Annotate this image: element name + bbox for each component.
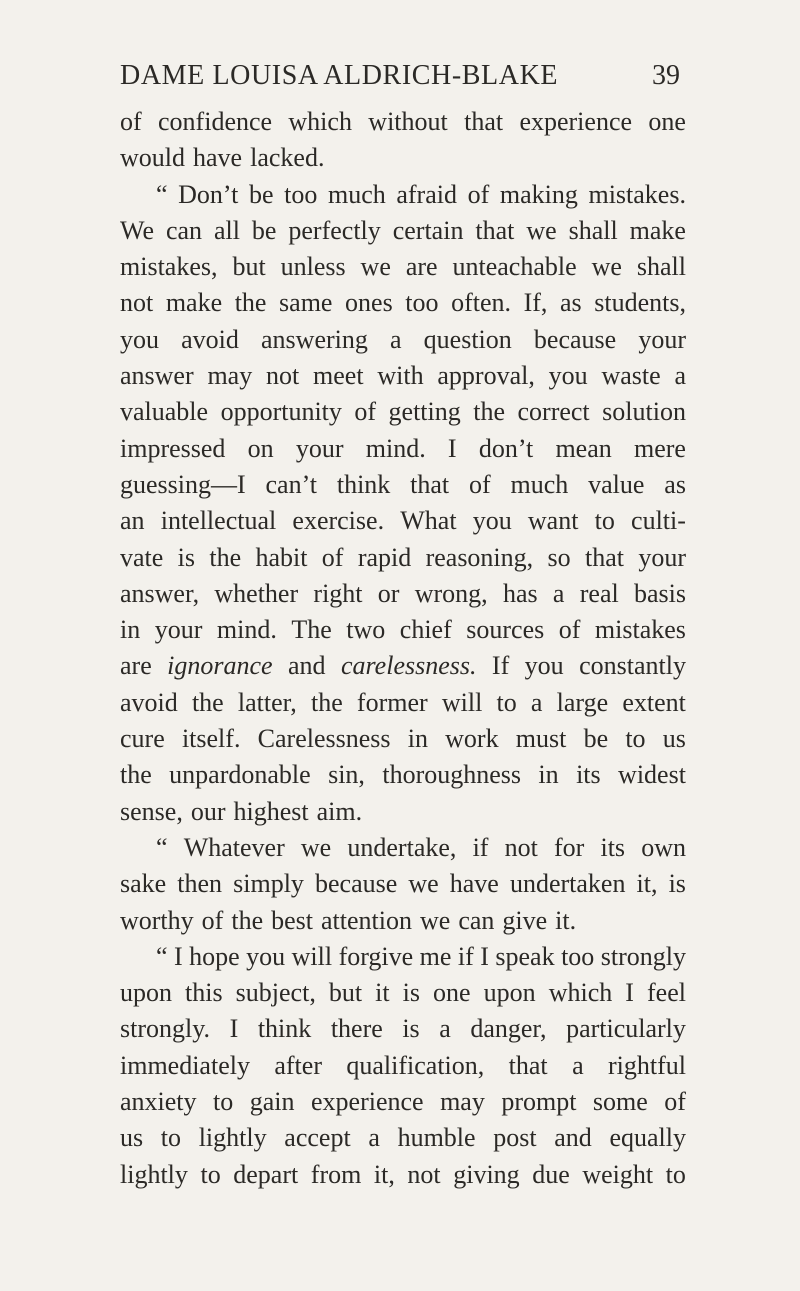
word: ones	[345, 288, 393, 318]
word: large	[556, 687, 609, 717]
word: unless	[280, 252, 346, 282]
word: the	[310, 687, 343, 717]
text-line	[120, 431, 686, 467]
word: your	[638, 542, 686, 572]
word: a	[439, 1014, 451, 1044]
word: Whatever	[183, 832, 285, 862]
word: to	[594, 506, 615, 536]
word: to	[625, 724, 646, 754]
running-head: DAME LOUISA ALDRICH-BLAKE	[120, 60, 559, 91]
word: reasoning,	[425, 542, 534, 572]
word: may	[207, 361, 253, 391]
word: solution	[602, 397, 686, 427]
word: if	[472, 832, 489, 862]
text-line	[120, 177, 686, 213]
text-line	[120, 612, 686, 648]
word: worthy	[120, 905, 194, 935]
word: it,	[373, 1159, 395, 1189]
word: is	[402, 1014, 420, 1044]
word: too	[284, 179, 318, 209]
word: you	[472, 506, 512, 536]
word: mere	[633, 433, 686, 463]
word: mind.	[216, 615, 277, 645]
word: because	[533, 324, 617, 354]
word: extent	[622, 687, 686, 717]
word: due	[532, 1159, 570, 1189]
word: answer	[120, 361, 194, 391]
word: a	[674, 361, 686, 391]
word: and	[288, 651, 326, 681]
word: of	[354, 397, 377, 427]
word: a	[552, 578, 565, 608]
text-line	[120, 721, 686, 757]
word-space	[309, 794, 317, 830]
text-line	[120, 322, 686, 358]
word: without	[368, 107, 448, 136]
word: of	[201, 905, 224, 935]
word: aim.	[316, 796, 363, 826]
word: anxiety	[120, 1087, 197, 1117]
word: on	[247, 433, 274, 463]
word: I	[229, 1014, 239, 1044]
word: one	[433, 978, 471, 1008]
word: us	[662, 724, 686, 754]
word: must	[515, 724, 567, 754]
word: much	[510, 469, 569, 499]
word: in	[538, 760, 559, 790]
word: as	[664, 469, 686, 499]
text-line	[120, 830, 686, 866]
word: we	[300, 832, 332, 862]
word: Don’t	[178, 179, 239, 209]
word: certain	[392, 215, 464, 245]
word: to	[665, 1159, 686, 1189]
word: unpardonable	[169, 760, 311, 790]
word: prompt	[501, 1087, 577, 1117]
word: right	[313, 578, 363, 608]
word: we	[591, 252, 622, 282]
text-line	[120, 503, 686, 539]
word: best	[271, 905, 313, 935]
word: If	[491, 651, 510, 681]
word: it	[375, 978, 390, 1008]
word-space	[412, 903, 420, 939]
word: upon	[483, 978, 536, 1008]
word: think	[257, 1014, 312, 1044]
word: with	[377, 361, 424, 391]
text-line	[120, 576, 686, 612]
word: are	[405, 252, 438, 282]
word: from	[310, 1159, 362, 1189]
word: for	[554, 832, 585, 862]
word: a	[530, 687, 543, 717]
word: too	[405, 288, 439, 318]
word-space	[226, 794, 234, 830]
word: constantly	[579, 651, 686, 681]
word: you	[548, 361, 588, 391]
word-space	[185, 140, 193, 176]
word: of	[558, 615, 581, 645]
word: that	[508, 1050, 548, 1080]
word: former	[356, 687, 428, 717]
word: of	[664, 1087, 686, 1117]
text-line	[120, 213, 686, 249]
text-line	[120, 104, 686, 140]
word: may	[440, 1087, 485, 1117]
word: the	[209, 542, 242, 572]
word: don’t	[478, 433, 534, 463]
word: will	[291, 941, 333, 971]
word: us	[120, 1123, 144, 1153]
word: gain	[249, 1087, 295, 1117]
word: particularly	[566, 1014, 686, 1044]
word: upon	[120, 978, 172, 1008]
word: as	[560, 288, 582, 318]
word: of	[469, 469, 491, 499]
word: whether	[214, 578, 299, 608]
text-line	[120, 1048, 686, 1084]
word: often.	[451, 288, 512, 318]
word: real	[579, 578, 619, 608]
word: an	[120, 506, 145, 536]
word: you	[524, 651, 564, 681]
word: avoid	[181, 324, 239, 354]
word: can	[458, 905, 495, 935]
word: valuable	[120, 397, 209, 427]
word: habit	[255, 542, 308, 572]
word: to	[160, 1123, 182, 1153]
word: waste	[601, 361, 661, 391]
word: is	[668, 869, 686, 899]
word: to	[200, 1159, 221, 1189]
word: post	[493, 1123, 537, 1153]
word: depart	[233, 1159, 299, 1189]
word: of	[321, 542, 344, 572]
word: guessing—I	[120, 469, 246, 499]
word: we	[419, 905, 451, 935]
word: “	[156, 832, 168, 862]
word: answering	[261, 324, 368, 354]
word: shall	[636, 252, 686, 282]
word: can	[165, 215, 203, 245]
word: which	[548, 978, 613, 1008]
word: afraid	[396, 179, 457, 209]
word: weight	[582, 1159, 654, 1189]
word: exercise.	[292, 506, 385, 536]
word: the	[191, 687, 224, 717]
word: two	[346, 615, 386, 645]
word: we	[408, 869, 439, 899]
word: is	[177, 542, 195, 572]
word: same	[279, 288, 333, 318]
word: too	[561, 941, 595, 971]
word: after	[274, 1050, 322, 1080]
word: shall	[568, 215, 618, 245]
word: that	[464, 107, 504, 136]
word: ignorance	[167, 651, 273, 681]
word: all	[213, 215, 240, 245]
word: mean	[555, 433, 612, 463]
word: is	[402, 978, 420, 1008]
word: in	[407, 724, 428, 754]
word: it.	[555, 905, 577, 935]
word: strongly.	[120, 1014, 211, 1044]
word: undertaken	[509, 869, 626, 899]
word: mistakes,	[120, 252, 218, 282]
word: you	[120, 324, 159, 354]
word: not	[407, 1159, 441, 1189]
word: making	[499, 179, 578, 209]
word: latter,	[237, 687, 297, 717]
word: so	[547, 542, 571, 572]
word: What	[400, 506, 457, 536]
word: but	[232, 252, 266, 282]
word: impressed	[120, 433, 226, 463]
word: a	[390, 324, 402, 354]
word: some	[592, 1087, 648, 1117]
word: simply	[233, 869, 304, 899]
word: attention	[321, 905, 412, 935]
word: widest	[618, 760, 686, 790]
word: of	[120, 107, 142, 136]
text-line	[120, 939, 686, 975]
word: culti-	[631, 506, 686, 536]
word: The	[291, 615, 332, 645]
word: this	[185, 978, 223, 1008]
word: that	[475, 215, 515, 245]
word: equally	[609, 1123, 686, 1153]
word: “	[156, 941, 168, 971]
word: we	[360, 252, 391, 282]
word: but	[328, 978, 363, 1008]
word: qualification,	[346, 1050, 485, 1080]
word: to	[213, 1087, 234, 1117]
word: in	[120, 615, 141, 645]
word: humble	[397, 1123, 476, 1153]
word: can’t	[265, 469, 318, 499]
word: accept	[284, 1123, 351, 1153]
word: carelessness.	[340, 651, 477, 681]
word: mistakes.	[588, 179, 686, 209]
text-line	[120, 358, 686, 394]
word-space	[183, 794, 191, 830]
word: approval,	[437, 361, 535, 391]
word-space	[194, 903, 202, 939]
word: the	[473, 397, 506, 427]
word: or	[377, 578, 400, 608]
word: I	[480, 941, 489, 971]
word: sense,	[120, 796, 183, 826]
word: chief	[399, 615, 452, 645]
word: unteachable	[452, 252, 577, 282]
word: value	[588, 469, 645, 499]
page-number: 39	[652, 60, 680, 91]
word: hope	[189, 941, 240, 971]
word: to	[496, 687, 517, 717]
word: because	[315, 869, 398, 899]
word: be	[583, 724, 609, 754]
word-space	[263, 903, 271, 939]
word: basis	[634, 578, 686, 608]
word: sources	[466, 615, 545, 645]
text-line	[120, 975, 686, 1011]
word: one	[648, 107, 686, 136]
word-space	[450, 903, 458, 939]
word: itself.	[181, 724, 241, 754]
word: experience	[519, 107, 633, 136]
word: undertake,	[347, 832, 457, 862]
word: that	[584, 542, 624, 572]
word: your	[295, 433, 344, 463]
word: then	[177, 869, 223, 899]
word-space	[547, 903, 555, 939]
text-line	[120, 467, 686, 503]
word: Carelessness	[257, 724, 391, 754]
word: feel	[647, 978, 686, 1008]
word: giving	[453, 1159, 520, 1189]
word: there	[330, 1014, 383, 1044]
word: and	[554, 1123, 592, 1153]
word: make	[629, 215, 686, 245]
text-line	[120, 1011, 686, 1047]
text-line	[120, 1084, 686, 1120]
text-line	[120, 394, 686, 430]
word: vate	[120, 542, 164, 572]
word: confidence	[158, 107, 273, 136]
word: the	[234, 288, 267, 318]
word: meet	[313, 361, 364, 391]
word: a	[368, 1123, 380, 1153]
word: be	[248, 179, 274, 209]
word: the	[120, 760, 152, 790]
word: its	[576, 760, 601, 790]
word: perfectly	[288, 215, 381, 245]
word: sin,	[328, 760, 365, 790]
text-line	[120, 1157, 686, 1193]
word: mistakes	[594, 615, 686, 645]
word: work	[445, 724, 499, 754]
word-space	[223, 903, 231, 939]
word: own	[641, 832, 686, 862]
word: you	[246, 941, 286, 971]
word: intellectual	[160, 506, 277, 536]
word: getting	[388, 397, 461, 427]
word: opportunity	[220, 397, 342, 427]
word: lightly	[198, 1123, 267, 1153]
word: not	[120, 288, 154, 318]
word: avoid	[120, 687, 178, 717]
word: which	[288, 107, 352, 136]
word: correct	[517, 397, 590, 427]
text-line	[120, 285, 686, 321]
word: much	[327, 179, 386, 209]
word-space	[494, 903, 502, 939]
word: students,	[594, 288, 686, 318]
word: are	[120, 651, 152, 681]
word: your	[638, 324, 686, 354]
word: lightly	[120, 1159, 188, 1189]
word: answer,	[120, 578, 200, 608]
word: I	[174, 941, 183, 971]
word: not	[266, 361, 300, 391]
word: wrong,	[414, 578, 488, 608]
word: lacked.	[250, 143, 325, 173]
word: if	[457, 941, 474, 971]
word: it,	[636, 869, 658, 899]
word: speak	[495, 941, 555, 971]
word: make	[165, 288, 223, 318]
word: your	[154, 615, 203, 645]
word: “	[156, 179, 168, 209]
word: If,	[523, 288, 548, 318]
text-line	[120, 540, 686, 576]
word: thoroughness	[382, 760, 522, 790]
text-line	[120, 903, 686, 939]
text-line	[120, 685, 686, 721]
text-line	[120, 794, 686, 830]
word: subject,	[235, 978, 316, 1008]
word: cure	[120, 724, 165, 754]
word-space	[242, 140, 250, 176]
word: rightful	[608, 1050, 686, 1080]
word: would	[120, 143, 185, 173]
text-line	[120, 1120, 686, 1156]
word: immediately	[120, 1050, 250, 1080]
word: forgive	[338, 941, 414, 971]
word: want	[527, 506, 579, 536]
word: I	[447, 433, 457, 463]
word: we	[526, 215, 557, 245]
page-header	[120, 58, 680, 94]
word-space	[313, 903, 321, 939]
word: danger,	[470, 1014, 547, 1044]
body-text	[120, 104, 686, 1193]
word: give	[502, 905, 548, 935]
word: question	[423, 324, 512, 354]
word: mind.	[365, 433, 426, 463]
word: that	[410, 469, 450, 499]
word: have	[449, 869, 499, 899]
word: strongly	[600, 941, 686, 971]
text-line	[120, 757, 686, 793]
word: its	[600, 832, 626, 862]
text-line	[120, 140, 686, 176]
word: sake	[120, 869, 167, 899]
word: has	[502, 578, 538, 608]
word: I	[625, 978, 634, 1008]
word: have	[193, 143, 243, 173]
word: will	[441, 687, 483, 717]
word: be	[251, 215, 277, 245]
text-line	[120, 648, 686, 684]
word: experience	[310, 1087, 424, 1117]
word: think	[336, 469, 391, 499]
word: of	[467, 179, 490, 209]
word: We	[120, 215, 154, 245]
text-line	[120, 249, 686, 285]
word: a	[572, 1050, 584, 1080]
text-line	[120, 866, 686, 902]
word: not	[504, 832, 538, 862]
word: the	[231, 905, 264, 935]
word: highest	[233, 796, 309, 826]
word: me	[419, 941, 452, 971]
word: our	[190, 796, 226, 826]
word: rapid	[357, 542, 412, 572]
